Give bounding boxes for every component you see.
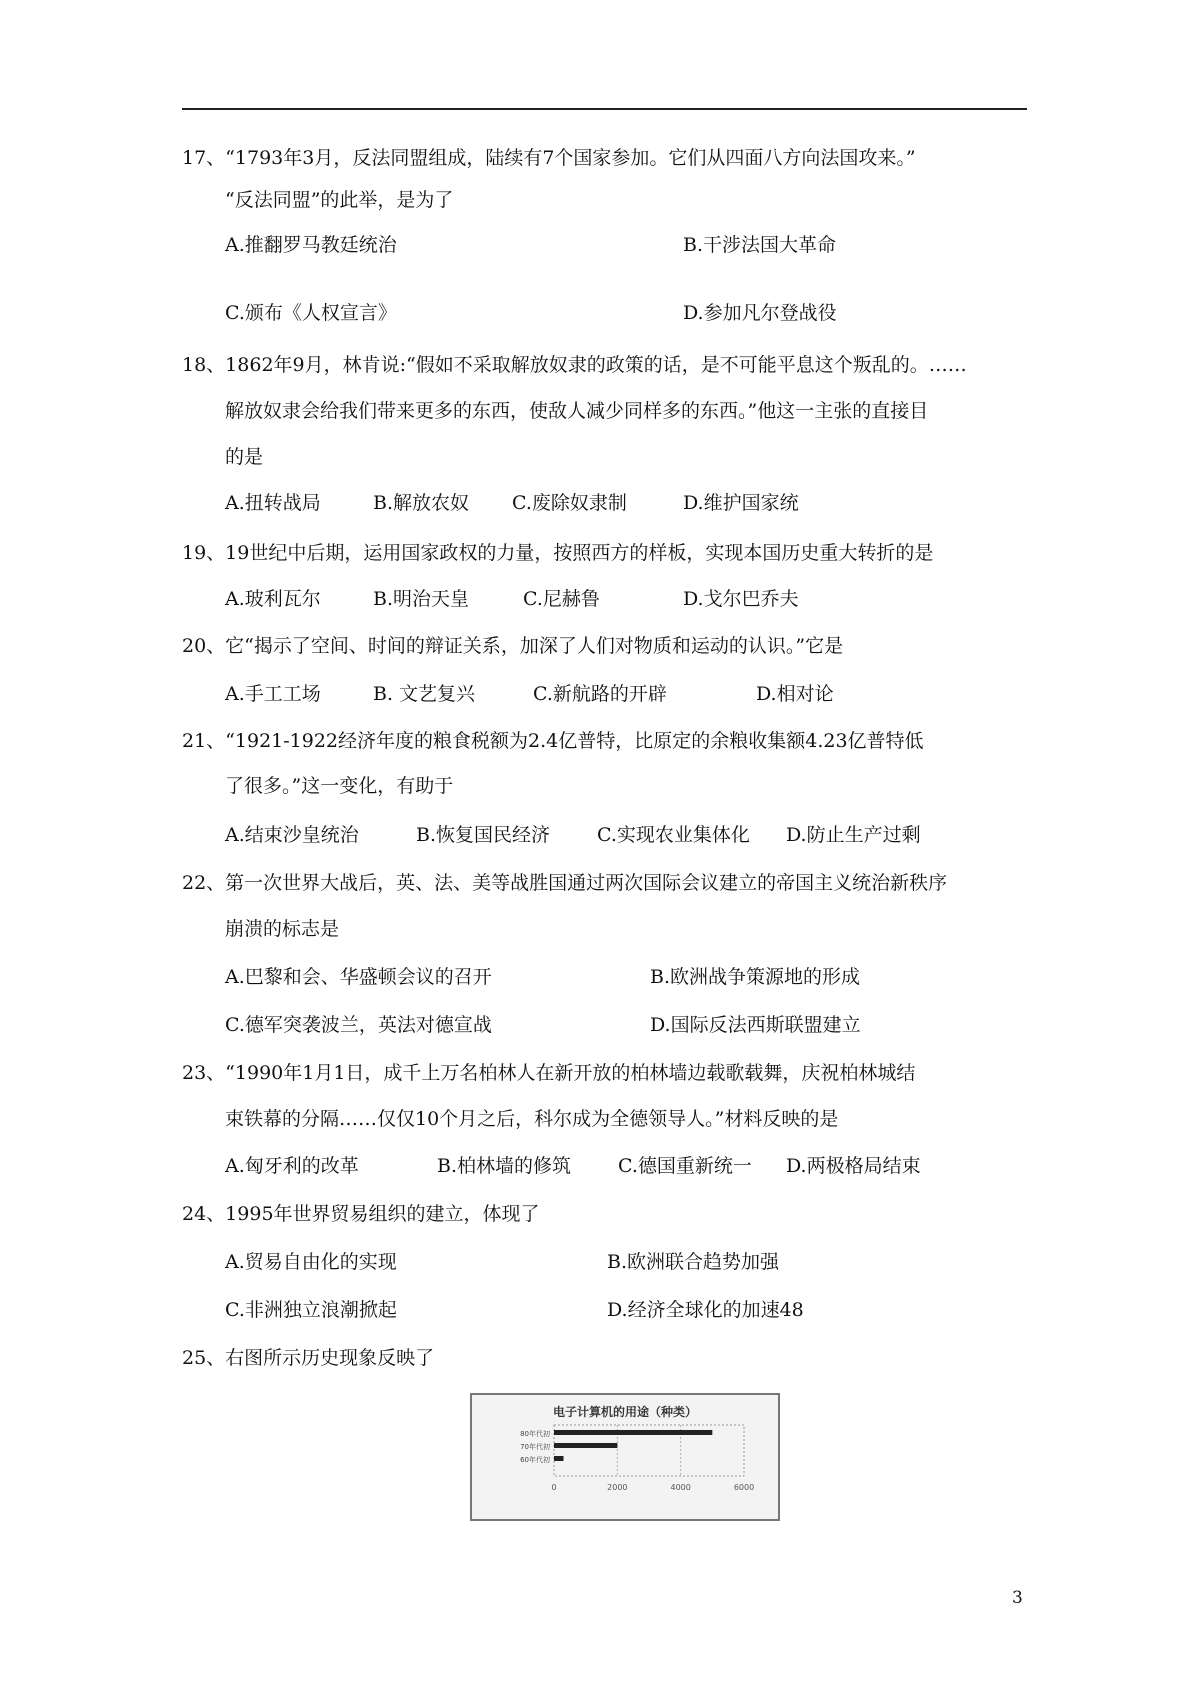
q17-option-b: B.干涉法国大革命 [683,234,837,256]
q17-line-2: “反法同盟”的此举，是为了 [225,189,454,211]
page-number: 3 [1012,1588,1023,1608]
q22-option-b: B.欧洲战争策源地的形成 [650,966,861,988]
q23-option-b: B.柏林墙的修筑 [437,1155,572,1177]
bar [554,1443,617,1448]
q20-option-c: C.新航路的开辟 [533,683,667,705]
q17-option-a: A.推翻罗马教廷统治 [225,234,397,256]
x-tick-label: 6000 [733,1483,755,1492]
q19-option-a: A.玻利瓦尔 [225,588,321,610]
category-label: 60年代初 [520,1456,550,1464]
q23-option-c: C.德国重新统一 [618,1155,752,1177]
q18-option-c: C.废除奴隶制 [512,492,627,514]
header-rule [182,108,1027,110]
q19-line-1: 19、19世纪中后期，运用国家政权的力量，按照西方的样板，实现本国历史重大转折的是 [182,542,934,564]
q19-option-b: B.明治天皇 [373,588,470,610]
q21-option-a: A.结束沙皇统治 [225,824,359,846]
q24-option-a: A.贸易自由化的实现 [225,1251,397,1273]
q21-option-b: B.恢复国民经济 [416,824,551,846]
q22-option-a: A.巴黎和会、华盛顿会议的召开 [225,966,492,988]
q18-option-b: B.解放农奴 [373,492,470,514]
chart-title: 电子计算机的用途（种类） [552,1405,697,1419]
q23-line-2: 束铁幕的分隔……仅仅10个月之后，科尔成为全德领导人。”材料反映的是 [225,1108,839,1130]
q17-line-1: 17、“1793年3月，反法同盟组成，陆续有7个国家参加。它们从四面八方向法国攻来。” [182,147,916,169]
category-label: 70年代初 [520,1443,550,1451]
q18-line-2: 解放奴隶会给我们带来更多的东西，使敌人减少同样多的东西。”他这一主张的直接目 [225,400,929,422]
q23-option-d: D.两极格局结束 [786,1155,921,1177]
q23-line-1: 23、“1990年1月1日，成千上万名柏林人在新开放的柏林墙边载歌载舞，庆祝柏林城结 [182,1062,916,1084]
q24-option-c: C.非洲独立浪潮掀起 [225,1299,397,1321]
q20-option-a: A.手工工场 [225,683,321,705]
q25-line-1: 25、右图所示历史现象反映了 [182,1347,435,1369]
bar [554,1430,712,1435]
category-label: 80年代初 [520,1430,550,1438]
q20-option-d: D.相对论 [756,683,834,705]
q21-option-c: C.实现农业集体化 [597,824,750,846]
q19-option-c: C.尼赫鲁 [523,588,600,610]
q21-option-d: D.防止生产过剩 [786,824,921,846]
computer-usage-chart [470,1393,780,1521]
q23-option-a: A.匈牙利的改革 [225,1155,359,1177]
q17-option-d: D.参加凡尔登战役 [683,302,837,324]
q18-line-3: 的是 [225,446,264,468]
x-tick-label: 2000 [607,1483,628,1492]
q18-line-1: 18、1862年9月，林肯说:“假如不采取解放奴隶的政策的话，是不可能平息这个叛乱的。…… [182,354,967,376]
q21-line-1: 21、“1921-1922经济年度的粮食税额为2.4亿普特，比原定的余粮收集额4.23亿普特低 [182,730,924,752]
q24-option-b: B.欧洲联合趋势加强 [607,1251,780,1273]
q19-option-d: D.戈尔巴乔夫 [683,588,799,610]
q24-line-1: 24、1995年世界贸易组织的建立，体现了 [182,1203,540,1225]
q22-option-d: D.国际反法西斯联盟建立 [650,1014,861,1036]
q21-line-2: 了很多。”这一变化，有助于 [225,775,454,797]
x-tick-label: 4000 [670,1483,691,1492]
q22-option-c: C.德军突袭波兰，英法对德宣战 [225,1014,492,1036]
chart-plot [472,1395,778,1519]
q18-option-a: A.扭转战局 [225,492,321,514]
bar [554,1456,564,1461]
q18-option-d: D.维护国家统 [683,492,799,514]
q22-line-1: 22、第一次世界大战后，英、法、美等战胜国通过两次国际会议建立的帝国主义统治新秩序 [182,872,948,894]
x-tick-label: 0 [551,1483,557,1492]
q20-option-b: B. 文艺复兴 [373,683,476,705]
q20-line-1: 20、它“揭示了空间、时间的辩证关系，加深了人们对物质和运动的认识。”它是 [182,635,844,657]
q17-option-c: C.颁布《人权宣言》 [225,302,397,324]
q22-line-2: 崩溃的标志是 [225,918,340,940]
q24-option-d: D.经济全球化的加速48 [607,1299,804,1321]
